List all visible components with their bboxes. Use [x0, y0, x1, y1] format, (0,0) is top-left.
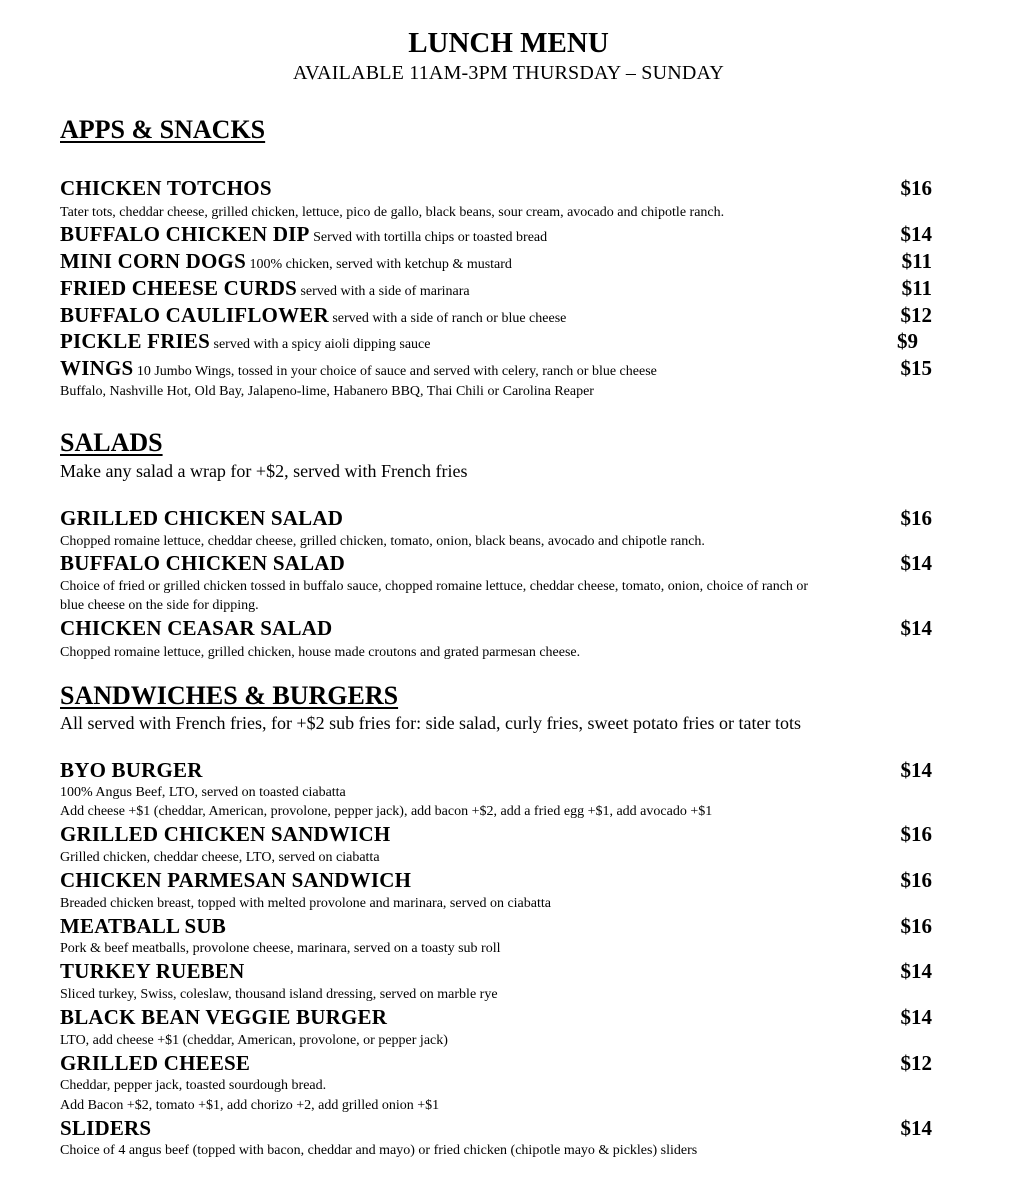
menu-item-chicken-ceasar-salad [60, 616, 940, 644]
item-name: BUFFALO CHICKEN SALAD [60, 551, 346, 575]
item-description: Chopped romaine lettuce, grilled chicken, house made croutons and grated parmesan cheese. [60, 645, 581, 660]
menu-item-sliders [60, 1116, 940, 1144]
menu-item-chicken-parmesan-sandwich [60, 868, 940, 896]
menu-item-black-bean-veggie-burger [60, 1005, 940, 1033]
menu-item-grilled-cheese [60, 1051, 940, 1079]
menu-title: LUNCH MENU [408, 27, 609, 59]
item-description: Choice of 4 angus beef (topped with bacon, cheddar and mayo) or fried chicken (chipotle mayo & pickles) sliders [60, 1143, 698, 1158]
item-name: BUFFALO CAULIFLOWER [60, 303, 329, 327]
item-price: $14 [900, 1116, 932, 1140]
item-price: $11 [901, 276, 932, 300]
menu-item-grilled-chicken-salad [60, 506, 940, 534]
item-price: $12 [900, 1051, 932, 1075]
menu-item-buffalo-cauliflower [60, 303, 940, 331]
menu-item-buffalo-chicken-salad [60, 551, 940, 579]
item-description: blue cheese on the side for dipping. [60, 598, 259, 613]
item-price: $9 [897, 329, 918, 353]
item-description: Cheddar, pepper jack, toasted sourdough bread. [60, 1078, 327, 1093]
item-description: 100% Angus Beef, LTO, served on toasted ciabatta [60, 785, 346, 800]
item-name: PICKLE FRIES [60, 329, 211, 353]
section-note: Make any salad a wrap for +$2, served with French fries [60, 461, 468, 481]
item-inline-description: 10 Jumbo Wings, tossed in your choice of sauce and served with celery, ranch or blue cheese [136, 364, 657, 379]
item-name: WINGS [60, 356, 134, 380]
item-description: Breaded chicken breast, topped with melted provolone and marinara, served on ciabatta [60, 896, 551, 911]
item-description: Tater tots, cheddar cheese, grilled chicken, lettuce, pico de gallo, black beans, sour cream, avocado and chipotle ranch. [60, 205, 725, 220]
item-name: BYO BURGER [60, 758, 203, 782]
item-price: $16 [900, 176, 932, 200]
item-inline-description: 100% chicken, served with ketchup & mustard [249, 257, 512, 272]
item-price: $12 [900, 303, 932, 327]
item-price: $14 [900, 222, 932, 246]
item-description: Pork & beef meatballs, provolone cheese, marinara, served on a toasty sub roll [60, 941, 501, 956]
item-name: FRIED CHEESE CURDS [60, 276, 297, 300]
item-description: Choice of fried or grilled chicken tossed in buffalo sauce, chopped romaine lettuce, cheddar cheese, tomato, onion, choice of ranch or [60, 579, 809, 594]
item-inline-description: served with a side of marinara [300, 284, 470, 299]
item-description: Add Bacon +$2, tomato +$1, add chorizo +2, add grilled onion +$1 [60, 1098, 440, 1113]
item-price: $16 [900, 914, 932, 938]
item-description: Buffalo, Nashville Hot, Old Bay, Jalapeno-lime, Habanero BBQ, Thai Chili or Carolina Reaper [60, 384, 594, 399]
item-price: $11 [901, 249, 932, 273]
item-inline-description: Served with tortilla chips or toasted bread [313, 230, 548, 245]
menu-item-pickle-fries [60, 329, 940, 357]
item-description: Chopped romaine lettuce, cheddar cheese, grilled chicken, tomato, onion, black beans, avocado and chipotle ranch. [60, 534, 705, 549]
item-price: $16 [900, 506, 932, 530]
menu-item-turkey-rueben [60, 959, 940, 987]
item-name: TURKEY RUEBEN [60, 959, 245, 983]
menu-hours: AVAILABLE 11AM-3PM THURSDAY – SUNDAY [293, 62, 724, 84]
item-name: CHICKEN CEASAR SALAD [60, 616, 333, 640]
item-name: BLACK BEAN VEGGIE BURGER [60, 1005, 388, 1029]
section-heading-salads: SALADS [60, 428, 163, 457]
item-price: $16 [900, 822, 932, 846]
menu-item-buffalo-chicken-dip [60, 222, 940, 250]
item-price: $15 [900, 356, 932, 380]
item-name: CHICKEN TOTCHOS [60, 176, 272, 200]
menu-item-chicken-totchos [60, 176, 940, 204]
item-name: SLIDERS [60, 1116, 152, 1140]
menu-item-byo-burger [60, 758, 940, 786]
item-description: Sliced turkey, Swiss, coleslaw, thousand island dressing, served on marble rye [60, 987, 498, 1002]
section-heading-sandwiches: SANDWICHES & BURGERS [60, 681, 399, 710]
item-price: $14 [900, 551, 932, 575]
menu-item-fried-cheese-curds [60, 276, 940, 304]
item-price: $16 [900, 868, 932, 892]
item-description: LTO, add cheese +$1 (cheddar, American, provolone, or pepper jack) [60, 1033, 448, 1048]
menu-item-grilled-chicken-sandwich [60, 822, 940, 850]
item-description: Grilled chicken, cheddar cheese, LTO, served on ciabatta [60, 850, 380, 865]
item-name: MEATBALL SUB [60, 914, 226, 938]
item-price: $14 [900, 616, 932, 640]
section-heading-apps: APPS & SNACKS [60, 115, 266, 144]
item-inline-description: served with a spicy aioli dipping sauce [213, 337, 431, 352]
item-price: $14 [900, 758, 932, 782]
item-name: CHICKEN PARMESAN SANDWICH [60, 868, 412, 892]
item-name: GRILLED CHICKEN SALAD [60, 506, 344, 530]
item-description: Add cheese +$1 (cheddar, American, provolone, pepper jack), add bacon +$2, add a fried egg +$1, add avocado +$1 [60, 804, 713, 819]
item-price: $14 [900, 959, 932, 983]
item-inline-description: served with a side of ranch or blue cheese [332, 311, 567, 326]
section-note: All served with French fries, for +$2 sub fries for: side salad, curly fries, sweet potato fries or tater tots [60, 713, 801, 733]
item-name: GRILLED CHICKEN SANDWICH [60, 822, 391, 846]
menu-item-meatball-sub [60, 914, 940, 942]
item-name: MINI CORN DOGS [60, 249, 246, 273]
item-name: GRILLED CHEESE [60, 1051, 251, 1075]
item-price: $14 [900, 1005, 932, 1029]
menu-item-mini-corn-dogs [60, 249, 940, 277]
menu-item-wings [60, 356, 940, 384]
item-name: BUFFALO CHICKEN DIP [60, 222, 310, 246]
